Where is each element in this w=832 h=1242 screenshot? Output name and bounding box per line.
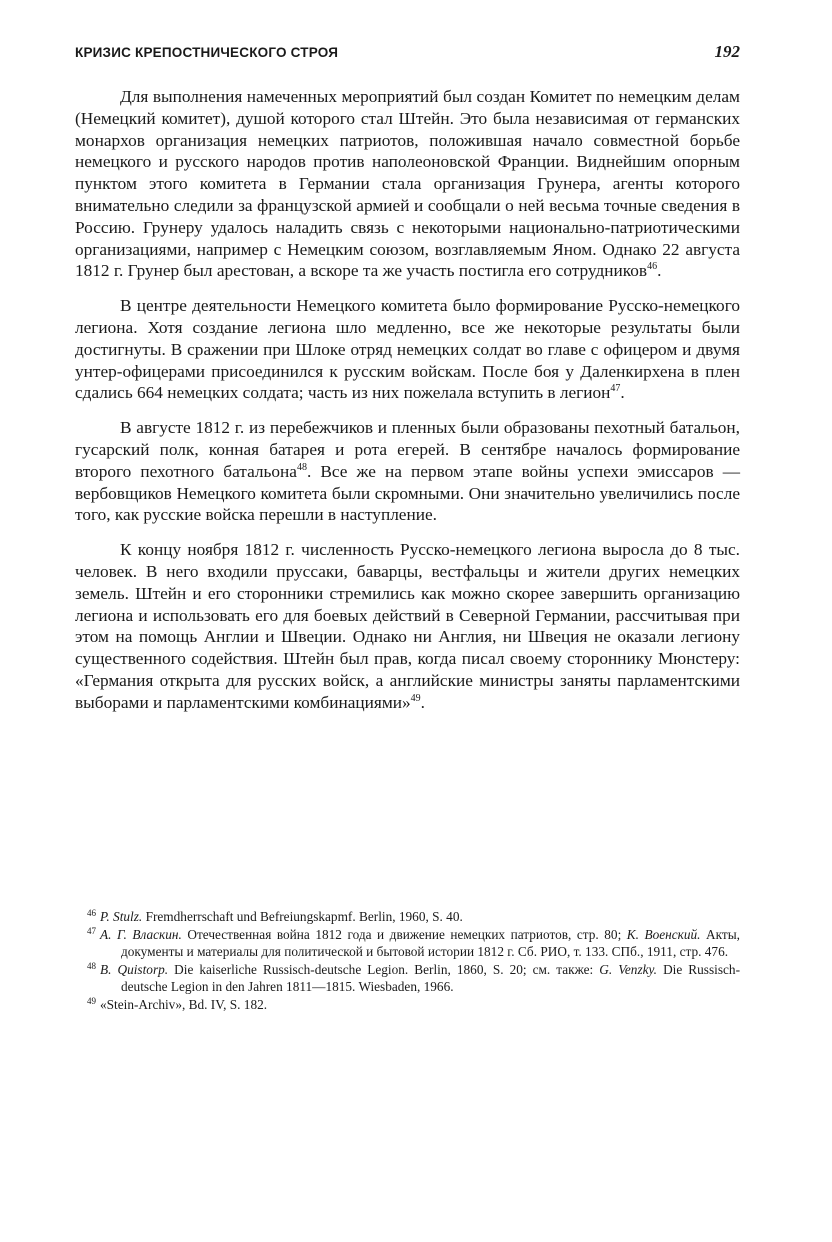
footnote-author: P. Stulz. [100,909,143,924]
page-header [75,42,740,62]
footnote: $^{47}$ А. Г. Власкин. Отечественная война 1812 года и движение немецких патриотов, стр. 80; К. Военский. Акты, документы и материалы для политической и бытовой истории 1812 г. Сб. РИО, т. 133. СПб., 1911, стр. 476. [87,925,740,959]
footnote-author: B. Quistorp. [100,962,169,977]
paragraph: В августе 1812 г. из перебежчиков и пленных были образованы пехотный батальон, гусарский полк, конная батарея и рота егерей. В сентябре началось формирование второго пехотного батальона$^{48}$. Все же на первом этапе войны успехи эмиссаров — вербовщиков Немецкого комитета были скромными. Они значительно увеличились после того, как русские войска перешли в наступление. [75,418,741,525]
footnote-ref[interactable]: 46 [647,261,658,273]
footnotes [75,908,740,1014]
footnote-ref[interactable]: 49 [410,692,421,704]
paragraph: В центре деятельности Немецкого комитета было формирование Русско-немецкого легиона. Хотя создание легиона шло медленно, все же некоторые результаты были достигнуты. В сражении при Шлоке отряд немецких солдат во главе с офицером и двумя унтер-офицерами присоединился к русским войскам. После боя у Даленкирхена в плен сдались 664 немецких солдата; часть из них пожелала вступить в легион$^{47}$. [75,296,740,403]
footnote-number: 48 [87,960,96,971]
footnote: $^{46}$ P. Stulz. Fremdherrschaft und Befreiungskapmf. Berlin, 1960, S. 40. [87,907,463,924]
footnote-author: А. Г. Власкин. [100,927,182,942]
paragraph: Для выполнения намеченных мероприятий был создан Комитет по немецким делам (Немецкий комитет), душой которого стал Штейн. Это была независимая от германских монархов организация немецких патриотов, положившая начало совместной борьбе немецкого и русского народов против наполеоновской Франции. Виднейшим опорным пунктом этого комитета в Германии стала организация Грунера, агенты которого внимательно следили за французской армией и сообщали о ней весьма точные сведения в Россию. Грунеру удалось наладить связь с некоторыми национально-патриотическими организациями, например с Немецким союзом, возглавляемым Яном. Однако 22 августа 1812 г. Грунер был арестован, а вскоре та же участь постигла его сотрудников$^{46}$. [75,87,740,281]
footnote-number: 47 [87,925,96,936]
page-number: 192 [714,42,740,61]
running-title: КРИЗИС КРЕПОСТНИЧЕСКОГО СТРОЯ [75,45,339,60]
footnote-author: К. Военский. [626,927,701,942]
main-text [75,86,740,727]
footnote-number: 46 [87,907,96,918]
footnote-number: 49 [87,995,96,1006]
footnote-ref[interactable]: 47 [610,383,621,395]
footnote-ref[interactable]: 48 [296,461,307,473]
footnote-author: G. Venzky. [599,962,658,977]
footnote: $^{48}$ B. Quistorp. Die kaiserliche Russisch-deutsche Legion. Berlin, 1860, S. 20; см. также: G. Venzky. Die Russisch-deutsche Legion in den Jahren 1811—1815. Wiesbaden, 1966. [87,960,741,994]
footnote: $^{49}$ «Stein-Archiv», Bd. IV, S. 182. [87,995,268,1012]
paragraph: К концу ноября 1812 г. численность Русско-немецкого легиона выросла до 8 тыс. человек. В него входили пруссаки, баварцы, вестфальцы и жители других немецких земель. Штейн и его сторонники стремились как можно скорее завершить организацию легиона и использовать его для боевых действий в Северной Германии, рассчитывая при этом на помощь Англии и Швеции. Однако ни Англия, ни Швеция не оказали легиону существенного содействия. Штейн был прав, когда писал своему стороннику Мюнстеру: «Германия открыта для русских войск, а английские министры заняты парламентскими выборами и парламентскими комбинациями»$^{49}$. [75,540,740,712]
